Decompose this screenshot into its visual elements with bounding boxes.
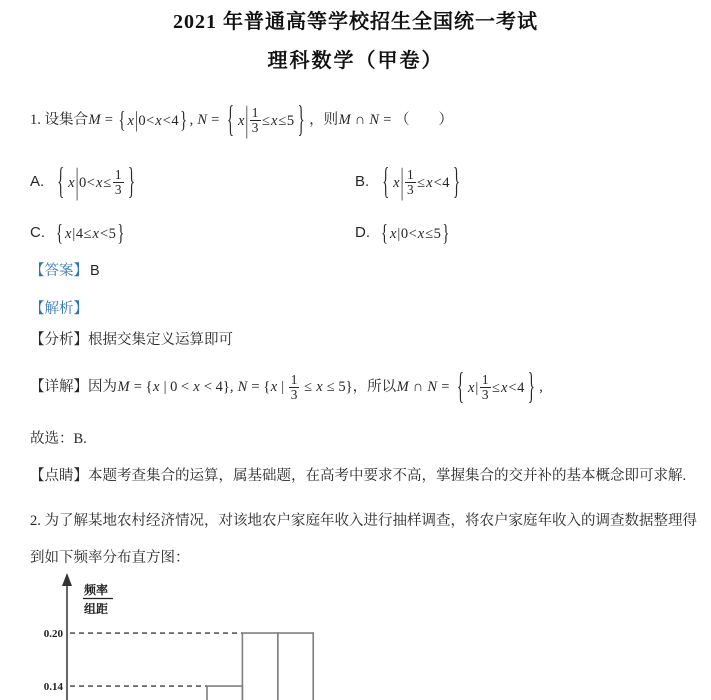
set-builder-bar: | xyxy=(245,100,249,141)
q1-detail-math: 【详解】因为M = {x | 0 < x < 4}, N = {x | $\frac{1}{3}$ ≤ x ≤ 5}，所以M ∩ N = { x | $\frac{1}{3}$ ≤ x <4 } , xyxy=(30,379,543,395)
answer-value: B xyxy=(90,263,100,279)
y-axis-label-denominator: 组距 xyxy=(84,602,109,616)
analysis-header-label: 【解析】 xyxy=(30,301,88,317)
left-curly-brace: { xyxy=(381,220,389,247)
q1-option-c xyxy=(30,219,127,248)
left-curly-brace: { xyxy=(118,107,126,134)
right-curly-brace: } xyxy=(180,107,188,134)
q1-conclusion: 故选：B. xyxy=(30,431,87,447)
page-title: 2021 年普通高等学校招生全国统一考试 xyxy=(173,11,538,33)
left-curly-brace: { xyxy=(57,162,65,204)
q1-option-a-math: { x | 0< x ≤ $\frac{1}{3}$ } xyxy=(53,174,139,190)
left-curly-brace: { xyxy=(56,220,64,247)
histogram-svg xyxy=(0,570,360,700)
q1-analysis-header xyxy=(30,300,88,318)
q2-text-line1: 2. 为了解某地农村经济情况，对该地农户家庭年收入进行抽样调查，将农户家庭年收入的调查数据整理得 xyxy=(30,513,697,529)
right-curly-brace: } xyxy=(442,220,450,247)
q1-option-b-math: { x | $\frac{1}{3}$ ≤ x <4 } xyxy=(378,174,464,190)
left-curly-brace: { xyxy=(226,100,235,142)
fraction: $\frac{1}{3}$ xyxy=(114,167,123,198)
q2-text-line2: 到如下频率分布直方图： xyxy=(30,550,190,566)
y-tick-label: 0.20 xyxy=(43,628,63,641)
fraction: $\frac{1}{3}$ xyxy=(251,105,259,136)
right-curly-brace: } xyxy=(527,367,536,409)
q1-option-c-math: { x |4≤ x <5 } xyxy=(54,225,127,241)
fraction: $\frac{1}{3}$ xyxy=(290,372,298,403)
q1-option-d-label: D. xyxy=(355,224,370,241)
q1-option-b-label: B. xyxy=(355,173,370,190)
q1-option-c-label: C. xyxy=(30,224,45,241)
page-subtitle: 理科数学（甲卷） xyxy=(267,50,444,72)
set-builder-bar: | xyxy=(75,162,79,203)
q1-option-a xyxy=(30,152,139,213)
q1-analysis-line: 【分析】根据交集定义运算即可 xyxy=(30,332,233,348)
histogram-bar xyxy=(278,633,313,700)
q1-note: 【点睛】本题考查集合的运算，属基础题，在高考中要求不高，掌握集合的交并补的基本概念即可求解. xyxy=(30,468,687,484)
y-tick-label: 0.14 xyxy=(43,681,63,694)
q1-option-d xyxy=(355,219,452,248)
right-curly-brace: } xyxy=(128,162,136,204)
q1-option-d-math: { x |0< x ≤5 } xyxy=(379,225,452,241)
histogram-bar xyxy=(207,686,242,700)
right-curly-brace: } xyxy=(453,162,461,204)
q1-detail-line xyxy=(30,361,543,414)
fraction: $\frac{1}{3}$ xyxy=(407,167,415,198)
right-curly-brace: } xyxy=(117,220,125,247)
left-curly-brace: { xyxy=(457,367,465,409)
q1-stem-math: 1. 设集合M = { x | 0< x <4 } , N = { x | $\frac{1}{3}$ ≤ x ≤5 } ，则M ∩ N = （ ） xyxy=(30,112,453,128)
y-axis-label-numerator: 频率 xyxy=(84,583,109,597)
fraction: $\frac{1}{3}$ xyxy=(481,372,489,403)
q1-option-a-label: A. xyxy=(30,173,45,190)
set-builder-bar: | xyxy=(134,108,139,134)
right-curly-brace: } xyxy=(297,100,306,142)
set-builder-bar: | xyxy=(400,162,404,203)
histogram-bar xyxy=(242,633,277,700)
answer-label: 【答案】 xyxy=(30,263,88,279)
q1-option-b xyxy=(355,152,464,213)
left-curly-brace: { xyxy=(382,162,390,204)
q1-answer-row xyxy=(30,262,100,280)
